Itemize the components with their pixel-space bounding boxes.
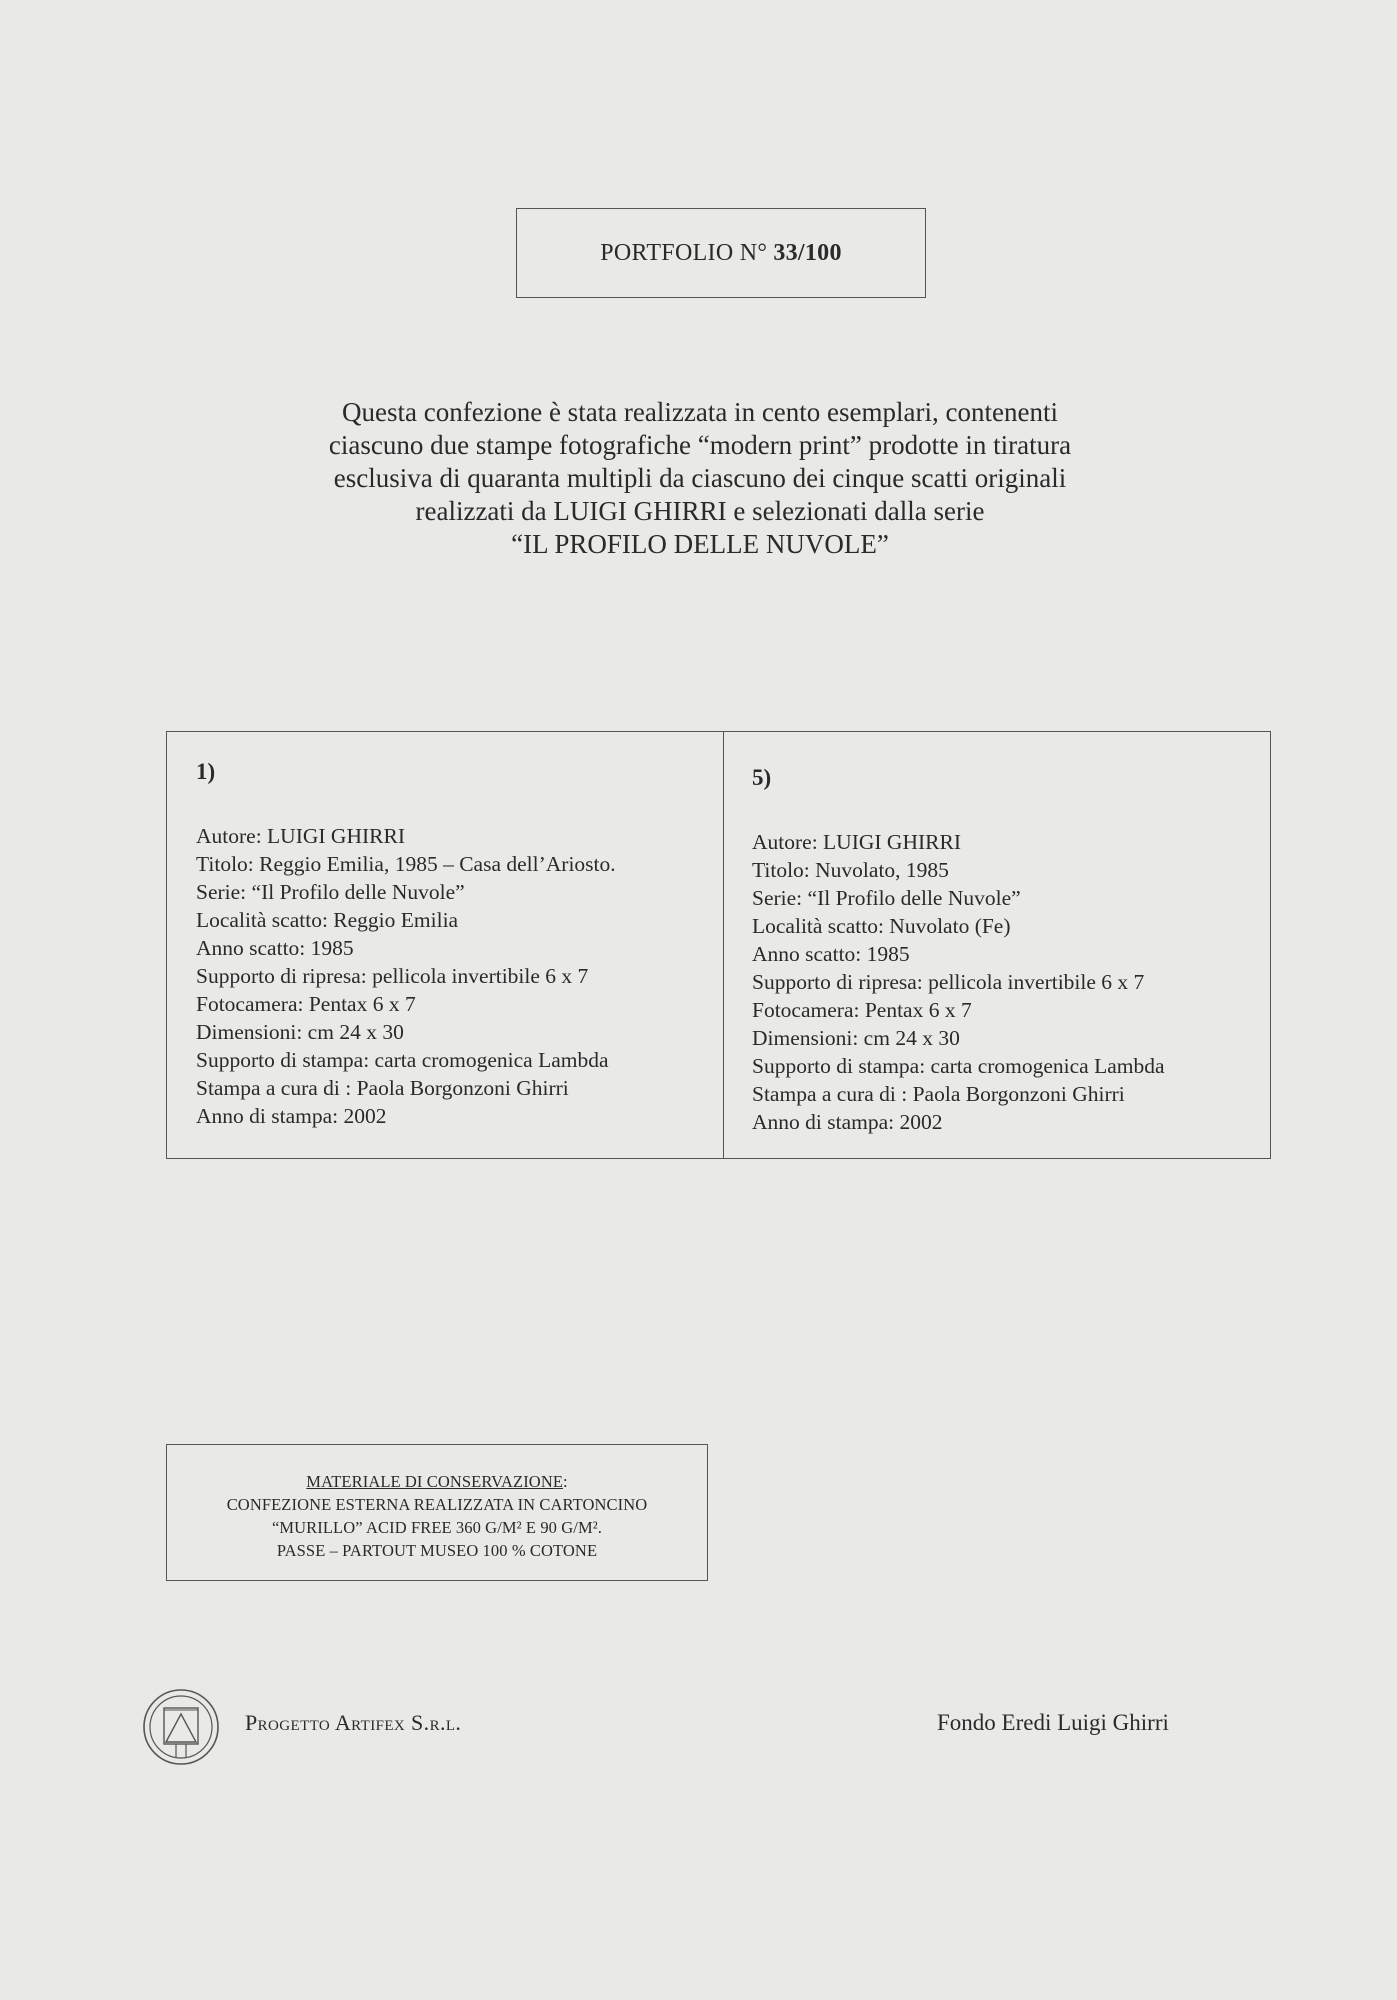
conservation-title-colon: :	[563, 1472, 568, 1491]
print-detail-line: Stampa a cura di : Paola Borgonzoni Ghirri	[752, 1082, 1125, 1106]
conservation-line: CONFEZIONE ESTERNA REALIZZATA IN CARTONCINO	[226, 1495, 648, 1514]
print-detail-line: Fotocamera: Pentax 6 x 7	[196, 992, 416, 1016]
portfolio-number: 33/100	[773, 239, 842, 266]
print-detail-line: Dimensioni: cm 24 x 30	[752, 1026, 960, 1050]
artifex-company-name: Progetto Artifex S.r.l.	[245, 1710, 462, 1735]
portfolio-label: PORTFOLIO N°	[600, 239, 768, 266]
print-detail-line: Anno di stampa: 2002	[752, 1110, 943, 1134]
print-index: 5)	[752, 765, 772, 790]
print-detail-line: Autore: LUIGI GHIRRI	[752, 830, 961, 854]
print-detail-line: Anno di stampa: 2002	[196, 1104, 387, 1128]
portfolio-number-box	[516, 208, 926, 298]
print-detail-line: Anno scatto: 1985	[196, 936, 354, 960]
print-detail-line: Località scatto: Reggio Emilia	[196, 908, 459, 932]
print-detail-line: Serie: “Il Profilo delle Nuvole”	[196, 880, 465, 904]
conservation-title-row	[167, 1470, 707, 1493]
intro-line: ciascuno due stampe fotografiche “modern print” prodotte in tiratura	[328, 430, 1072, 460]
fondo-eredi-name: Fondo Eredi Luigi Ghirri	[937, 1710, 1169, 1735]
print-index: 1)	[196, 759, 216, 784]
conservation-material-box	[166, 1444, 708, 1581]
print-detail-line: Località scatto: Nuvolato (Fe)	[752, 914, 1011, 938]
print-detail-line: Titolo: Reggio Emilia, 1985 – Casa dell’Ariosto.	[196, 852, 616, 876]
conservation-line: PASSE – PARTOUT MUSEO 100 % COTONE	[276, 1541, 598, 1560]
print-detail-line: Fotocamera: Pentax 6 x 7	[752, 998, 972, 1022]
print-details-column-1	[167, 732, 724, 1158]
artifex-seal-icon	[142, 1688, 220, 1766]
print-details-column-2	[724, 732, 1272, 1158]
conservation-line: “MURILLO” ACID FREE 360 G/M² E 90 G/M².	[271, 1518, 603, 1537]
conservation-title: MATERIALE DI CONSERVAZIONE	[306, 1472, 564, 1491]
print-detail-line: Serie: “Il Profilo delle Nuvole”	[752, 886, 1021, 910]
intro-line: “IL PROFILO DELLE NUVOLE”	[511, 529, 889, 559]
intro-paragraph	[200, 396, 1200, 561]
print-detail-line: Supporto di stampa: carta cromogenica Lambda	[196, 1048, 609, 1072]
print-detail-line: Supporto di ripresa: pellicola invertibile 6 x 7	[752, 970, 1145, 994]
print-detail-line: Dimensioni: cm 24 x 30	[196, 1020, 404, 1044]
print-detail-line: Supporto di stampa: carta cromogenica Lambda	[752, 1054, 1165, 1078]
print-detail-line: Titolo: Nuvolato, 1985	[752, 858, 949, 882]
intro-line: realizzati da LUIGI GHIRRI e selezionati dalla serie	[415, 496, 985, 526]
intro-line: esclusiva di quaranta multipli da ciascuno dei cinque scatti originali	[333, 463, 1067, 493]
print-detail-line: Autore: LUIGI GHIRRI	[196, 824, 405, 848]
print-details-table	[166, 731, 1271, 1159]
print-detail-line: Supporto di ripresa: pellicola invertibile 6 x 7	[196, 964, 589, 988]
print-detail-line: Anno scatto: 1985	[752, 942, 910, 966]
intro-line: Questa confezione è stata realizzata in cento esemplari, contenenti	[342, 397, 1058, 427]
print-detail-line: Stampa a cura di : Paola Borgonzoni Ghirri	[196, 1076, 569, 1100]
